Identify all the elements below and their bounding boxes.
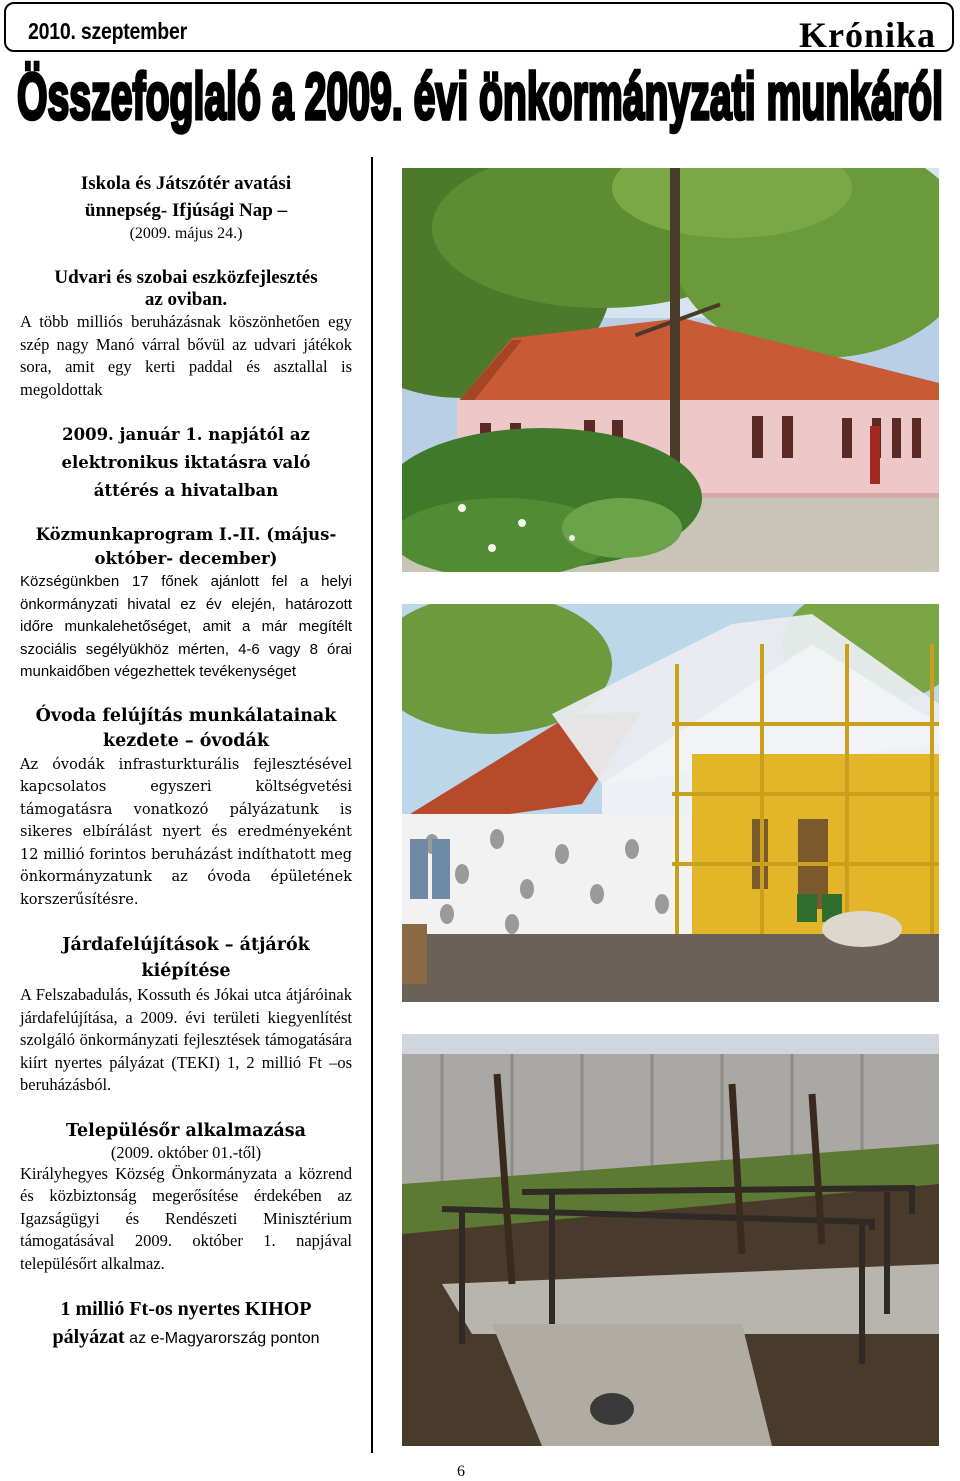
jarda-heading-line1: Járdafelújítások – átjárók xyxy=(62,935,310,955)
article-kozmunka xyxy=(20,523,352,684)
telepuleso-date: (2009. október 01.-től) xyxy=(110,1142,262,1162)
kindergarten-renovation-photo xyxy=(402,604,939,1002)
telepuleso-heading: Településőr alkalmazása xyxy=(66,1120,306,1141)
page-number: 6 xyxy=(457,1463,465,1480)
kozmunka-heading-line2: október- december) xyxy=(94,549,278,568)
header-bar xyxy=(4,2,954,55)
article-iskola xyxy=(20,170,352,244)
telepuleso-body: Királyhegyes Község Önkormányzata a közrend és közbiztonság megerősítése érdekében az Igazságügyi és Rendészeti Minisztérium támogatásával 2009. október 1. napjával településőrt alkalmaz. xyxy=(20,1163,352,1273)
iskola-heading-line1: Iskola és Játszótér avatási xyxy=(80,173,292,194)
kihop-line2 xyxy=(20,1323,352,1353)
kihop-line2-bold: pályázat xyxy=(52,1326,125,1348)
kozmunka-heading-line1: Közmunkaprogram I.-II. (május- xyxy=(35,525,337,544)
iktatas-line3: áttérés a hivatalban xyxy=(93,481,279,500)
sidewalk-handrail-photo xyxy=(402,1034,939,1446)
iktatas-line2: elektronikus iktatásra való xyxy=(61,453,311,472)
article-kihop xyxy=(20,1295,352,1353)
kozmunka-body: Községünkben 17 főnek ajánlott fel a helyi önkormányzati hivatal ez év elején, határozott időre munkalehetőséget, amit a már megítélt szociális segélyükhöz mérten, 4-6 vagy 8 órai munkaidőben végezhettek tevékenységet xyxy=(20,573,352,680)
ovi-heading-line2: az oviban. xyxy=(144,289,228,310)
kihop-line1: 1 millió Ft-os nyertes KIHOP xyxy=(60,1298,312,1320)
ovi-body: A több milliós beruházásnak köszönhetően egy szép nagy Manó várral bővül az udvari játékok sora, amit egy kerti paddal és asztallal is megoldottak xyxy=(20,312,352,399)
header-date: 2010. szeptember xyxy=(28,18,187,44)
jarda-heading-line2: kiépítése xyxy=(141,961,231,981)
pink-school-building-photo xyxy=(402,168,939,572)
ovoda-heading-line1: Óvoda felújítás munkálatainak xyxy=(35,705,337,726)
ovi-heading-line1: Udvari és szobai eszközfejlesztés xyxy=(54,267,318,288)
article-jarda xyxy=(20,932,352,1097)
header-section-title: Krónika xyxy=(798,15,936,55)
jarda-body: A Felszabadulás, Kossuth és Jókai utca átjáróinak járdafelújítása, a 2009. évi területi kiegyenlítést szolgáló önkormányzati fejlesztések támogatására kiírt nyertes pályázat (TEKI) 1, 2 millió Ft –os beruházásból. xyxy=(20,985,352,1094)
ovoda-body: Az óvodák infrasturkturális fejlesztésével kapcsolatos egyszeri költségvetési támogatásra vonatkozó pályázatunk is sikeres elbírálást nyert és eredményeként 12 millió forintos beruházást indíthatott meg önkormányzatunk az óvoda épületének korszerűsítésre. xyxy=(20,756,352,908)
main-title-text: Összefoglaló a 2009. évi önkormányzati munkáról xyxy=(17,59,944,133)
iktatas-line1: 2009. január 1. napjától az xyxy=(62,425,310,444)
article-ovoda xyxy=(20,704,352,912)
ovoda-heading-line2: kezdete – óvodák xyxy=(103,730,269,751)
kihop-line2-rest: az e-Magyarország ponton xyxy=(124,1330,320,1347)
article-ovi xyxy=(20,265,352,401)
main-title xyxy=(10,56,950,136)
left-column xyxy=(20,170,352,1353)
iskola-date: (2009. május 24.) xyxy=(129,225,243,242)
article-iktatas xyxy=(20,421,352,505)
column-divider xyxy=(371,157,373,1453)
article-telepuleso xyxy=(20,1119,352,1276)
iskola-heading-line2: ünnepség- Ifjúsági Nap – xyxy=(84,200,288,221)
